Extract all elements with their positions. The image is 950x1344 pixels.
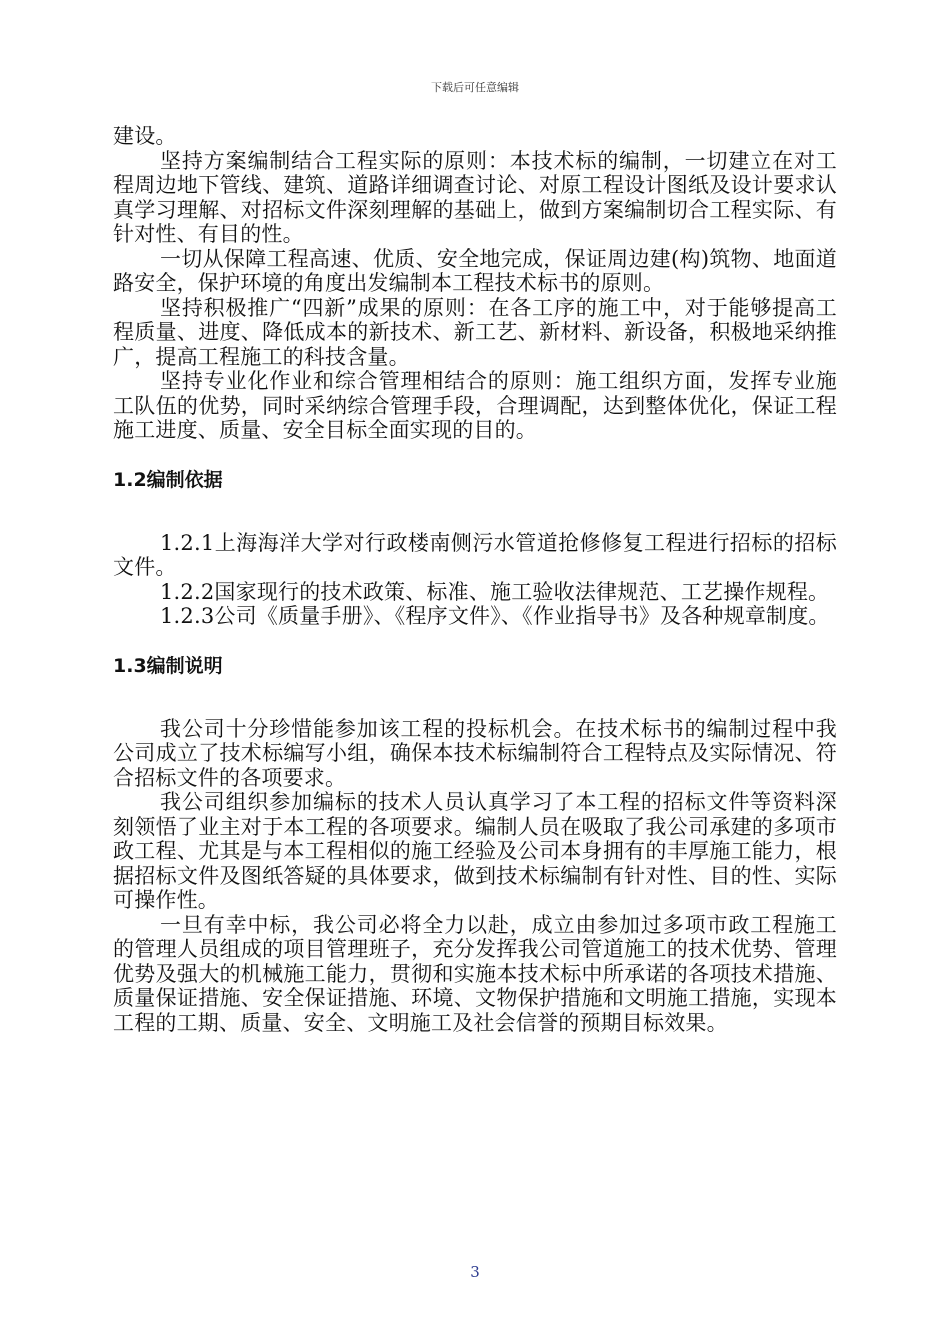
paragraph: 坚持专业化作业和综合管理相结合的原则：施工组织方面，发挥专业施工队伍的优势，同时采纳综合管理手段，合理调配，达到整体优化，保证工程施工进度、质量、安全目标全面实现的目的。 [113,369,837,442]
paragraph: 一旦有幸中标，我公司必将全力以赴，成立由参加过多项市政工程施工的管理人员组成的项目管理班子，充分发挥我公司管道施工的技术优势、管理优势及强大的机械施工能力，贯彻和实施本技术标中所承诺的各项技术措施、质量保证措施、安全保证措施、环境、文物保护措施和文明施工措施，实现本工程的工期、质量、安全、文明施工及社会信誉的预期目标效果。 [113,912,837,1035]
document-body [113,124,837,1035]
paragraph: 我公司组织参加编标的技术人员认真学习了本工程的招标文件等资料深刻领悟了业主对于本工程的各项要求。编制人员在吸取了我公司承建的多项市政工程、尤其是与本工程相似的施工经验及公司本身拥有的丰厚施工能力，根据招标文件及图纸答疑的具体要求，做到技术标编制有针对性、目的性、实际可操作性。 [113,790,837,912]
section-heading-1-2: 1.2编制依据 [113,468,223,491]
page-number: 3 [470,1263,480,1281]
paragraph: 1.2.3公司《质量手册》、《程序文件》、《作业指导书》及各种规章制度。 [160,604,830,628]
paragraph: 坚持方案编制结合工程实际的原则：本技术标的编制，一切建立在对工程周边地下管线、建筑、道路详细调查讨论、对原工程设计图纸及设计要求认真学习理解、对招标文件深刻理解的基础上，做到方案编制切合工程实际、有针对性、有目的性。 [113,148,837,246]
section-heading-1-3: 1.3编制说明 [113,654,223,677]
paragraph: 我公司十分珍惜能参加该工程的投标机会。在技术标书的编制过程中我公司成立了技术标编写小组，确保本技术标编制符合工程特点及实际情况、符合招标文件的各项要求。 [113,716,837,790]
paragraph: 建设。 [113,124,177,148]
header-note: 下载后可任意编辑 [431,81,519,94]
paragraph: 一切从保障工程高速、优质、安全地完成，保证周边建(构)筑物、地面道路安全，保护环境的角度出发编制本工程技术标书的原则。 [113,246,837,295]
paragraph: 1.2.2国家现行的技术政策、标准、施工验收法律规范、工艺操作规程。 [160,579,830,604]
paragraph: 1.2.1上海海洋大学对行政楼南侧污水管道抢修修复工程进行招标的招标文件。 [113,530,837,579]
paragraph: 坚持积极推广“四新”成果的原则：在各工序的施工中，对于能够提高工程质量、进度、降低成本的新技术、新工艺、新材料、新设备，积极地采纳推广，提高工程施工的科技含量。 [113,295,837,369]
